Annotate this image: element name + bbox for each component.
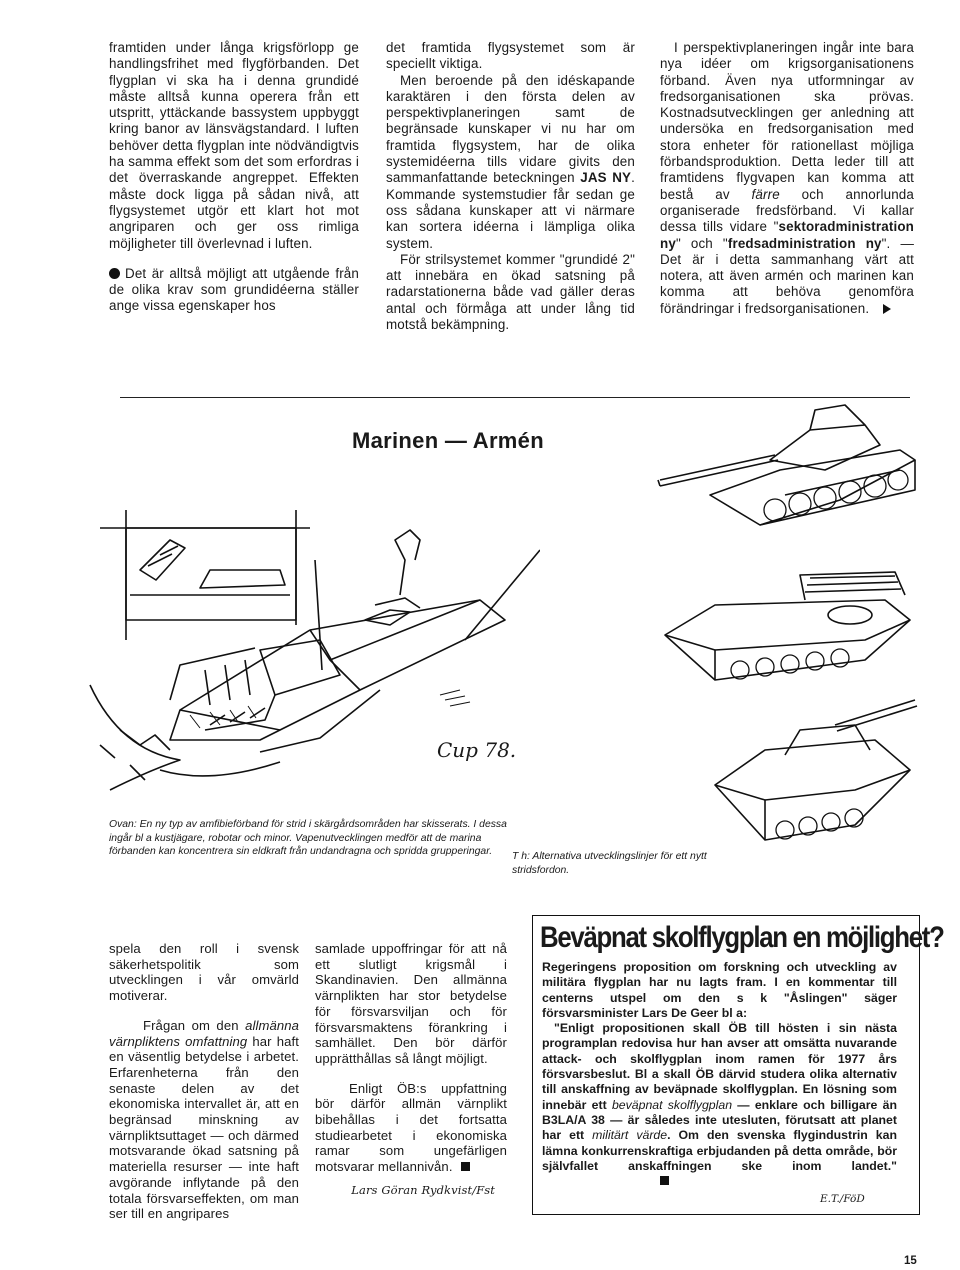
artist-signature: Cup 78.: [437, 738, 517, 762]
box-title: Beväpnat skolflygplan en möjlighet?: [540, 921, 944, 954]
lower-column-1-paragraph-2: Frågan om den allmänna värnpliktens omfattning har haft en väsentlig betydelse i arbetet. Erfarenheterna från den senaste delen av det ekonomiska intervallet är, att en begränsad minskning av värnpliktsuttaget — och därmed motsvarande ökad satsning på materiella resurser — inte haft avgörande inflytande på den totala försvarseffekten, om man ser till en angripares: [109, 1017, 299, 1222]
end-mark-icon: [461, 1162, 470, 1171]
column-1: [109, 40, 359, 315]
section-divider: [120, 397, 910, 398]
end-mark-icon: [660, 1176, 669, 1185]
continue-arrow-icon: [883, 304, 891, 314]
lower-column-1: [109, 941, 299, 1222]
column-2-paragraph-2: Men beroende på den idéskapande karaktären i den första delen av perspektivplaneringen samt de begränsade kunskaper vi nu har om framtida flygsystem, har de olika systemidéerna tills vidare givits den sammanfattande beteckningen JAS NY. Kommande systemstudier får sedan ge oss sådana kunskaper att vi närmare kan sortera idéerna i lämpliga olika system.: [386, 72, 635, 251]
lower-column-2: [315, 941, 507, 1199]
tank-illustration-2: [705, 695, 920, 855]
column-1-paragraph-1: framtiden under långa krigsförlopp ge handlingsfrihet med flygförbanden. Det flygplan vi ska ha i denna grundidé måste alltså kunna operera från ett utspritt, yttäckande bassystem uppbyggt kring banor av länsvägstandard. I luften behöver detta flygplan inte nödvändigtvis ha samma effekt som det som erfordras i det överraskande angreppet. Effekten måste dock ligga på sådan nivå, att flygsystemet utgör ett klart hot mot angriparen och ger oss rimliga möjligheter till överlevnad i luften.: [109, 40, 359, 251]
column-2-paragraph-3: För strilsystemet kommer "grundidé 2" att innebära en ökad satsning på radarstationerna både vad gäller deras antal och förmåga att under lång tid motstå bekämpning.: [386, 251, 635, 333]
lower-column-2-paragraph-2: Enligt ÖB:s uppfattning bör därför allmän värnplikt bibehållas i det fortsatta studiearbetet i ekonomiska ramar som ungefärligen motsvarar mellannivån.: [315, 1080, 507, 1175]
rocket-vehicle-illustration: [655, 570, 920, 700]
column-2-paragraph-1: det framtida flygsystemet som är speciellt viktiga.: [386, 40, 635, 72]
tank-illustration-1: [650, 400, 930, 535]
box-signature: E.T./FöD: [820, 1193, 865, 1205]
box-paragraph-2: "Enligt propositionen skall ÖB till hösten i sin nästa programplan redovisa hur han avser att omsätta nuvarande attack- och skolflygplan inom ramen för 1977 års försvarsbeslut. Bl a skall ÖB därvid studera olika alternativ till anskaffning av beväpnade skolflygplan. En lösning som innebär ett beväpnat skolflygplan — enklare och billigare än B3LA/A 38 — är således inte utesluten, förutsatt att planet har ett militärt värde. Om den svenska flygindustrin kan lämna konkurrenskraftiga erbjudanden på detta område, bör självfallet anskaffningen ske inom landet.": [542, 1021, 897, 1189]
lower-column-1-paragraph-1: spela den roll i svensk säkerhetspolitik som utvecklingen i vår omvärld motiverar.: [109, 941, 299, 1004]
lower-column-2-paragraph-1: samlade uppoffringar för att nå ett slutligt krigsmål i Skandinavien. Den allmänna värnplikten har stor betydelse för försvarsviljan och för försvarsmaktens förankring i samhället. Den bör därför upprätthållas så långt möjligt.: [315, 941, 507, 1066]
column-3: [660, 40, 914, 317]
caption-left: Ovan: En ny typ av amfibieförband för strid i skärgårdsområden har skisserats. I dessa ingår bl a kustjägare, robotar och minor. Vapenutvecklingen medför att de marina förbanden kan koncentrera sin eldkraft från undandragna och spridda grupperingar.: [109, 819, 507, 858]
page-number: 15: [904, 1255, 917, 1267]
inset-frame: [126, 528, 296, 620]
box-body: [542, 960, 897, 1189]
article-author: Lars Göran Rydkvist/Fst: [351, 1182, 495, 1197]
column-2: [386, 40, 635, 333]
box-paragraph-1: Regeringens proposition om forskning och utveckling av militära flygplan har nu lagts fram. I en kommentar till centerns utspel om den s k "Åslingen" säger försvarsminister Lars De Geer bl a:: [542, 960, 897, 1020]
bullet-icon: [109, 268, 120, 279]
figure-heading: Marinen — Armén: [352, 428, 544, 453]
column-1-paragraph-2: Det är alltså möjligt att utgående från de olika krav som grundidéerna ställer ange vissa egenskaper hos: [109, 265, 359, 314]
column-3-paragraph-1: I perspektivplaneringen ingår inte bara nya idéer om krigsorganisationens förband. Även nya utformningar av fredsorganisationen ska prövas. Kostnadsutvecklingen ger anledning att undersöka en fredsorganisation med stora enheter för rationellast möjliga förbandsproduktion. Detta leder till att framtidens flygvapen kan komma att bestå av färre och annorlunda organiserade fredsförband. Vi kallar dessa tills vidare "sektoradministration ny" och "fredsadministration ny". — Det är i detta sammanhang värt att notera, att även armén och marinen kan komma att behöva genomföra förändringar i fredsorganisationen.: [660, 40, 914, 316]
caption-right: T h: Alternativa utvecklingslinjer för ett nytt stridsfordon.: [512, 851, 707, 876]
